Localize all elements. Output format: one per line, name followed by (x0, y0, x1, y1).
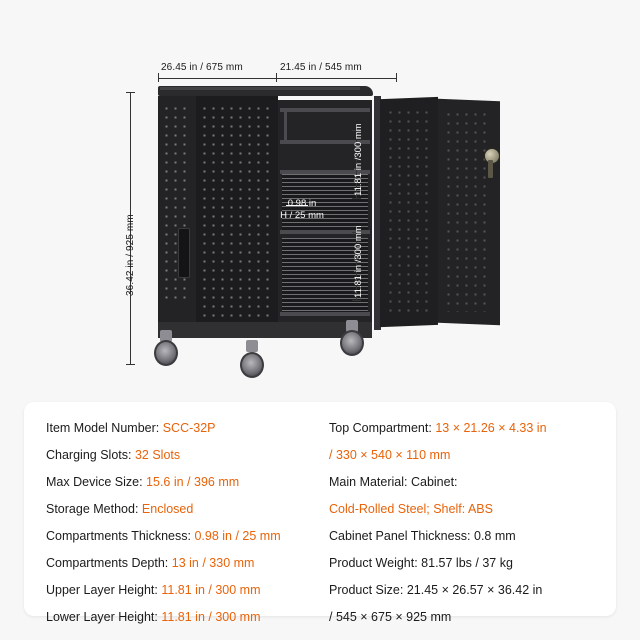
spec-label: Max Device Size: (46, 475, 143, 489)
lower-shelf (280, 312, 370, 316)
spec-value: Cold-Rolled Steel; Shelf: ABS (329, 502, 493, 516)
specification-card (24, 402, 616, 624)
spec-label: Compartments Depth: (46, 556, 169, 570)
front-perforation-pattern (200, 104, 274, 318)
spec-column-right (311, 416, 594, 624)
slot-thickness-label-line2: H / 25 mm (280, 210, 324, 221)
spec-value: 11.81 in / 300 mm (161, 610, 261, 624)
spec-value: 13 × 21.26 × 4.33 in (435, 421, 547, 435)
slot-thickness-label-line1: 0.98 in (287, 198, 317, 209)
top-left-dimension-line (158, 78, 276, 79)
spec-label: Main Material: Cabinet: (329, 475, 458, 489)
spec-row (329, 443, 594, 468)
spec-row (329, 551, 594, 576)
upper-section-label: 11.81 in /300 mm (353, 123, 364, 196)
inner-door-perforation (386, 108, 432, 314)
spec-label: Upper Layer Height: (46, 583, 158, 597)
spec-column-left (46, 416, 311, 624)
outer-door-perforation (444, 110, 492, 312)
spec-value: SCC-32P (162, 421, 216, 435)
spec-row (46, 578, 311, 603)
spec-label: Charging Slots: (46, 448, 132, 462)
spec-row (46, 470, 311, 495)
tick (158, 73, 159, 82)
spec-row (46, 551, 311, 576)
spec-row (46, 605, 311, 630)
tick (396, 73, 397, 82)
top-compartment-divider (284, 112, 287, 140)
spec-value: 11.81 in / 300 mm (161, 583, 261, 597)
spec-row (329, 524, 594, 549)
spec-value: 15.6 in / 396 mm (146, 475, 240, 489)
spec-row (329, 578, 594, 603)
spec-value: 0.98 in / 25 mm (194, 529, 281, 543)
spec-value: / 330 × 540 × 110 mm (329, 448, 451, 462)
spec-label: Cabinet Panel Thickness: 0.8 mm (329, 529, 516, 543)
spec-value: Enclosed (141, 502, 194, 516)
cabinet-top-highlight (160, 87, 360, 90)
spec-label: Top Compartment: (329, 421, 432, 435)
spec-label: / 545 × 675 × 925 mm (329, 610, 452, 624)
spec-value: 32 Slots (134, 448, 181, 462)
tick (352, 300, 361, 301)
top-right-dimension-line (276, 78, 396, 79)
spec-label: Product Size: 21.45 × 26.57 × 36.42 in (329, 583, 543, 597)
top-width-right-label: 21.45 in / 545 mm (280, 62, 362, 73)
height-label: 36.42 in / 925 mm (125, 214, 136, 296)
cabinet-handle[interactable] (178, 228, 190, 278)
spec-row (46, 497, 311, 522)
spec-label: Storage Method: (46, 502, 139, 516)
caster-wheel (340, 330, 364, 356)
caster-wheel (240, 352, 264, 378)
tick (126, 92, 135, 93)
tick (352, 198, 361, 199)
spec-row (46, 524, 311, 549)
spec-row (329, 497, 594, 522)
spec-row (329, 416, 594, 441)
spec-label: Item Model Number: (46, 421, 160, 435)
top-compartment-shelf (280, 108, 370, 112)
spec-row (329, 470, 594, 495)
spec-label: Compartments Thickness: (46, 529, 191, 543)
spec-label: Lower Layer Height: (46, 610, 158, 624)
spec-row (46, 416, 311, 441)
tick (126, 364, 135, 365)
spec-label: Product Weight: 81.57 lbs / 37 kg (329, 556, 513, 570)
spec-row (329, 605, 594, 630)
spec-value: 13 in / 330 mm (171, 556, 255, 570)
top-width-left-label: 26.45 in / 675 mm (161, 62, 243, 73)
lower-section-label: 11.81 in /300 mm (353, 225, 364, 298)
cabinet-base (158, 322, 372, 338)
caster-wheel (154, 340, 178, 366)
door-lock-handle[interactable] (488, 160, 493, 178)
spec-row (46, 443, 311, 468)
caster-bracket (246, 340, 258, 352)
